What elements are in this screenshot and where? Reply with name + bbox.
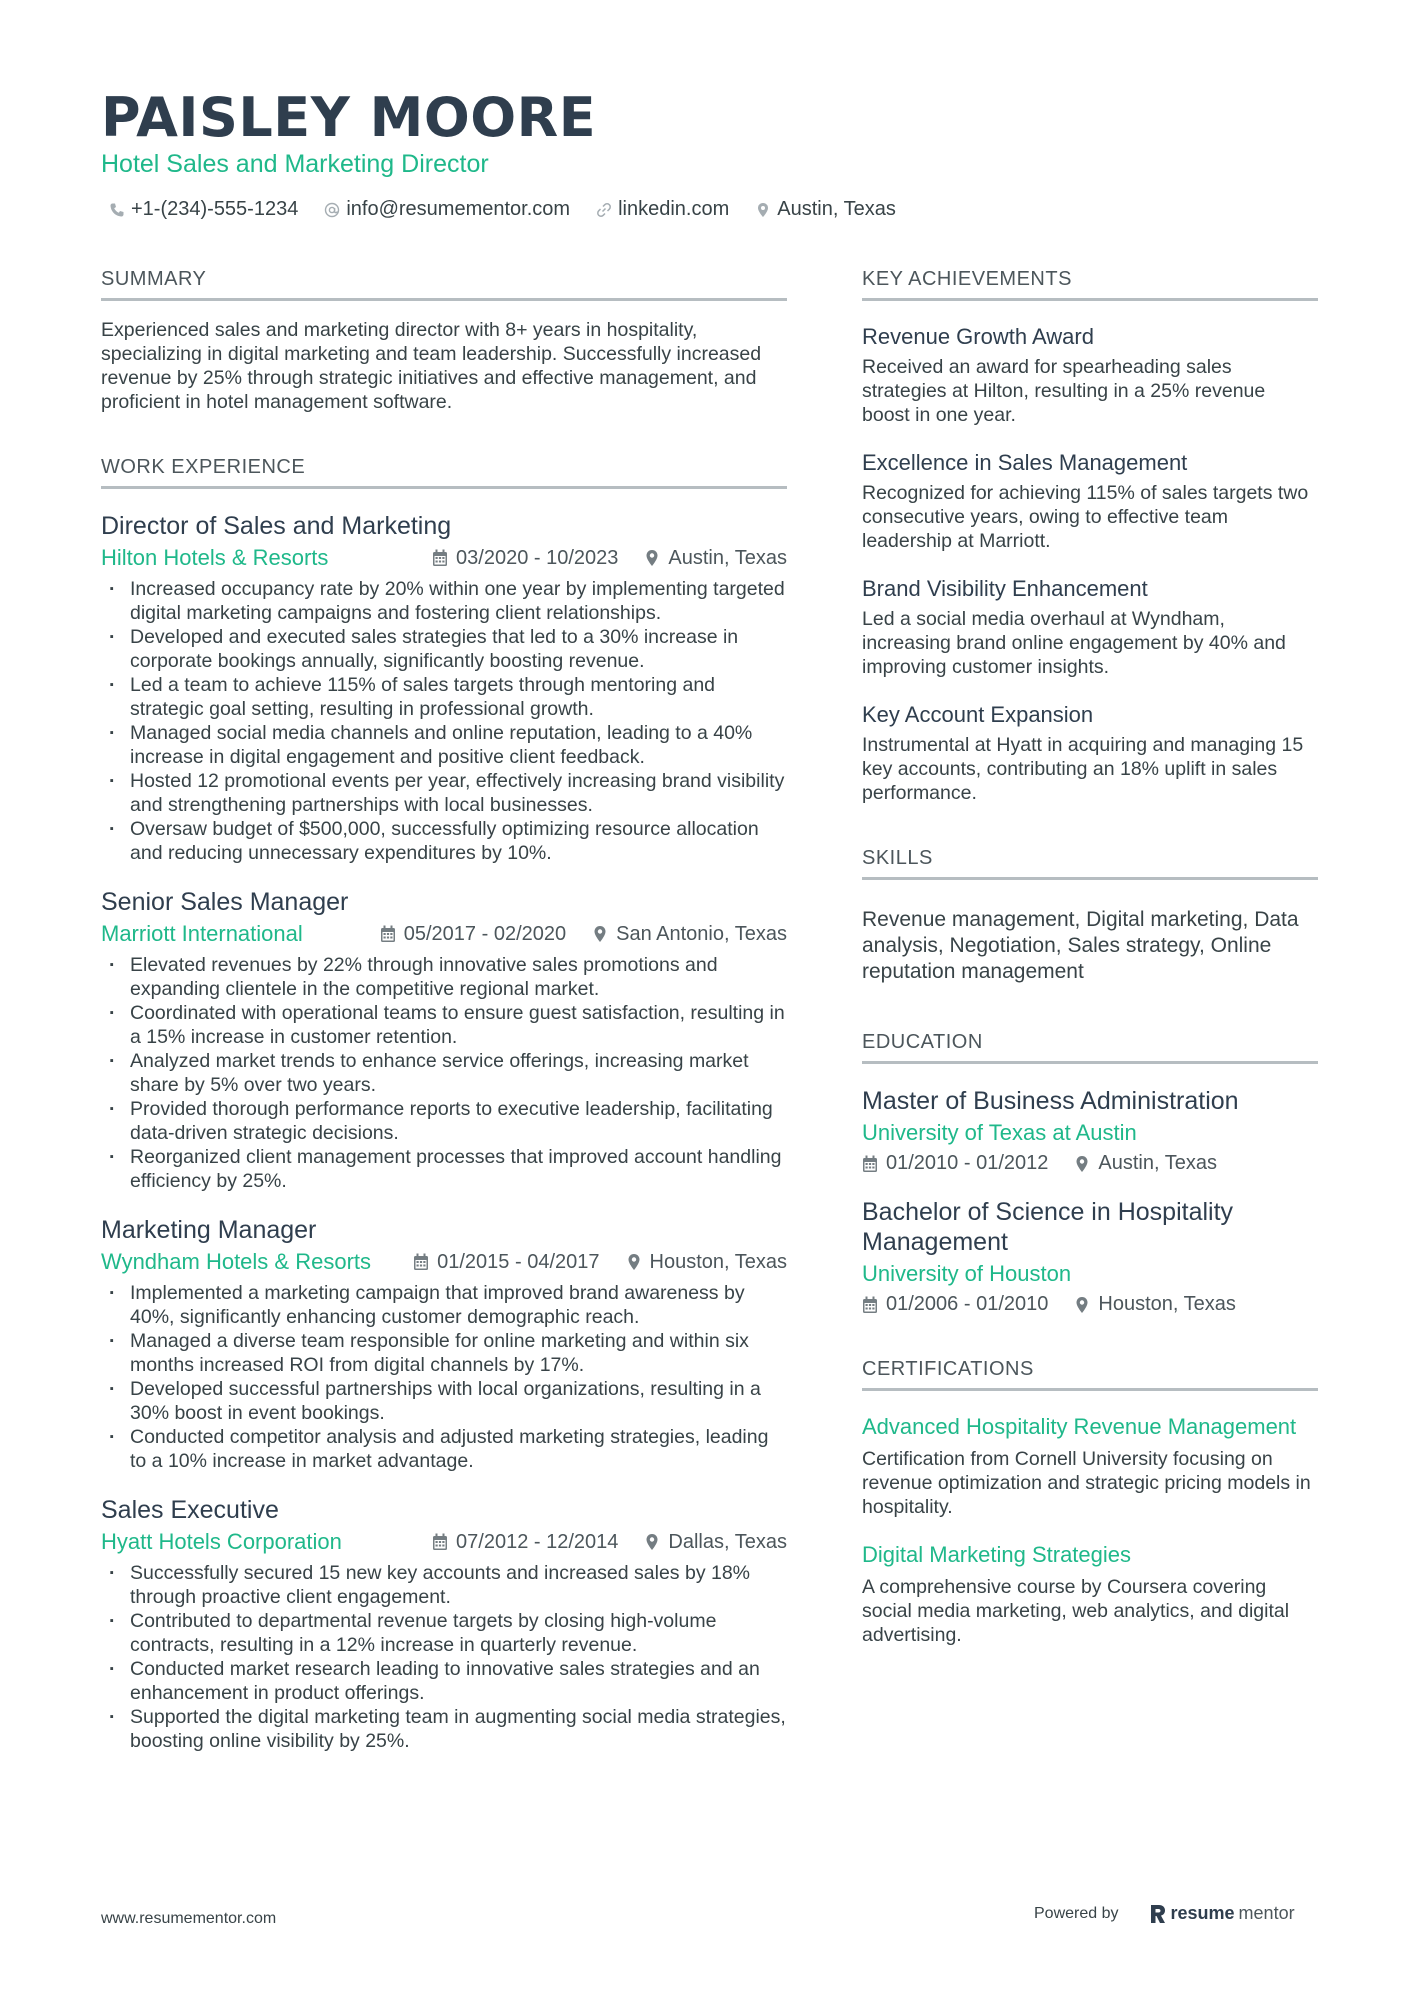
achievement-title: Revenue Growth Award	[862, 324, 1094, 349]
education-school: University of Houston	[862, 1261, 1072, 1286]
dates-text: 01/2010 - 01/2012	[886, 1152, 1049, 1174]
job-entry	[101, 1495, 787, 1753]
location-text: Dallas, Texas	[668, 1530, 787, 1553]
certification-desc: A comprehensive course by Coursera covering social media marketing, web analytics, and digital advertising.	[862, 1576, 1290, 1646]
contact-row	[109, 198, 896, 221]
job-title: Marketing Manager	[101, 1216, 317, 1244]
bullet-item: · Managed social media channels and online reputation, leading to a 40% increase in digital engagement and positive client feedback.	[101, 721, 787, 769]
job-entry	[101, 887, 787, 1193]
bullet-item: · Increased occupancy rate by 20% within one year by implementing targeted digital marketing campaigns and fostering client relationships.	[101, 577, 787, 625]
job-title: Director of Sales and Marketing	[101, 512, 452, 540]
bullet-item: · Conducted competitor analysis and adjusted marketing strategies, leading to a 10% increase in market advantage.	[101, 1425, 787, 1473]
education-item	[862, 1086, 1318, 1175]
job-title: Senior Sales Manager	[101, 888, 349, 916]
location-text: Houston, Texas	[1098, 1293, 1236, 1315]
job-location	[644, 547, 787, 570]
achievement-title: Excellence in Sales Management	[862, 450, 1188, 475]
location-pin-icon	[626, 1253, 642, 1271]
location-text: Austin, Texas	[777, 198, 896, 220]
education-dates	[862, 1152, 1048, 1175]
certification-item	[862, 1541, 1318, 1647]
achievement-desc: Received an award for spearheading sales strategies at Hilton, resulting in a 25% revenue boost in one year.	[862, 356, 1266, 426]
bullet-item: · Provided thorough performance reports to executive leadership, facilitating data-driven strategic decisions.	[101, 1097, 787, 1145]
dates-text: 01/2015 - 04/2017	[437, 1250, 600, 1273]
bullet-item: · Successfully secured 15 new key accounts and increased sales by 18% through proactive client engagement.	[101, 1561, 787, 1609]
contact-email[interactable]	[324, 198, 570, 221]
bullet-item: · Hosted 12 promotional events per year, effectively increasing brand visibility and strengthening partnerships with local businesses.	[101, 769, 787, 817]
education-location	[1074, 1152, 1217, 1175]
certification-desc: Certification from Cornell University focusing on revenue optimization and strategic pricing models in hospitality.	[862, 1448, 1311, 1518]
dates-text: 07/2012 - 12/2014	[456, 1530, 619, 1553]
bullet-item: · Developed and executed sales strategies that led to a 30% increase in corporate bookings annually, significantly boosting revenue.	[101, 625, 787, 673]
job-meta	[101, 921, 787, 947]
job-title: Sales Executive	[101, 1496, 279, 1524]
bullet-item: · Supported the digital marketing team in augmenting social media strategies, boosting online visibility by 25%.	[101, 1705, 787, 1753]
bullet-item: · Contributed to departmental revenue targets by closing high-volume contracts, resulting in a 12% increase in quarterly revenue.	[101, 1609, 787, 1657]
calendar-icon	[432, 1533, 448, 1551]
location-text: Houston, Texas	[649, 1250, 787, 1273]
job-meta-right	[432, 1531, 787, 1554]
work-heading: WORK EXPERIENCE	[101, 456, 787, 489]
calendar-icon	[862, 1296, 878, 1314]
job-entry	[101, 511, 787, 865]
job-dates	[432, 1531, 618, 1554]
link-icon	[596, 202, 612, 218]
achievement-item	[862, 449, 1318, 553]
candidate-role: Hotel Sales and Marketing Director	[101, 150, 489, 178]
education-heading: EDUCATION	[862, 1031, 1318, 1064]
contact-phone[interactable]	[109, 198, 298, 221]
certifications-heading: CERTIFICATIONS	[862, 1358, 1318, 1391]
dates-text: 01/2006 - 01/2010	[886, 1293, 1049, 1315]
bullet-item: · Implemented a marketing campaign that improved brand awareness by 40%, significantly enhancing customer demographic reach.	[101, 1281, 787, 1329]
job-meta-right	[432, 547, 787, 570]
brand-logo[interactable]	[1149, 1903, 1295, 1924]
education-school: University of Texas at Austin	[862, 1120, 1137, 1145]
job-meta	[101, 1529, 787, 1555]
linkedin-text: linkedin.com	[618, 198, 730, 220]
powered-by-text: Powered by	[1034, 1904, 1119, 1922]
skills-text: Revenue management, Digital marketing, Data analysis, Negotiation, Sales strategy, Online reputation management	[862, 908, 1299, 983]
brand-name-part2: mentor	[1238, 1903, 1295, 1923]
calendar-icon	[380, 925, 396, 943]
location-text: Austin, Texas	[668, 546, 787, 569]
job-location	[592, 923, 787, 946]
job-location	[644, 1531, 787, 1554]
dates-text: 03/2020 - 10/2023	[456, 546, 619, 569]
right-column	[862, 268, 1318, 1647]
education-item	[862, 1197, 1318, 1316]
achievement-desc: Recognized for achieving 115% of sales targets two consecutive years, owing to effective team leadership at Marriott.	[862, 482, 1309, 552]
brand-name-part1: resume	[1170, 1903, 1235, 1923]
calendar-icon	[862, 1155, 878, 1173]
job-dates	[413, 1251, 599, 1274]
bullet-item: · Led a team to achieve 115% of sales targets through mentoring and strategic goal setting, resulting in professional growth.	[101, 673, 787, 721]
candidate-name: PAISLEY MOORE	[101, 86, 597, 149]
footer-website[interactable]: www.resumementor.com	[101, 1910, 277, 1927]
education-degree: Master of Business Administration	[862, 1087, 1239, 1115]
brand-mark-icon	[1149, 1904, 1167, 1924]
location-pin-icon	[1074, 1155, 1090, 1173]
bullet-item: · Conducted market research leading to innovative sales strategies and an enhancement in product offerings.	[101, 1657, 787, 1705]
contact-linkedin[interactable]	[596, 198, 729, 221]
achievement-desc: Led a social media overhaul at Wyndham, increasing brand online engagement by 40% and improving customer insights.	[862, 608, 1286, 678]
achievements-heading: KEY ACHIEVEMENTS	[862, 268, 1318, 301]
job-location	[626, 1251, 788, 1274]
location-pin-icon	[644, 1533, 660, 1551]
footer-branding	[1034, 1903, 1295, 1924]
bullet-item: · Coordinated with operational teams to ensure guest satisfaction, resulting in a 15% increase in customer retention.	[101, 1001, 787, 1049]
certification-title: Advanced Hospitality Revenue Management	[862, 1414, 1297, 1439]
achievement-desc: Instrumental at Hyatt in acquiring and managing 15 key accounts, contributing an 18% uplift in sales performance.	[862, 734, 1304, 804]
location-text: San Antonio, Texas	[616, 922, 787, 945]
location-pin-icon	[755, 202, 771, 218]
education-meta	[862, 1152, 1318, 1175]
job-meta	[101, 545, 787, 571]
company-name: Marriott International	[101, 921, 303, 946]
phone-text: +1-(234)-555-1234	[131, 198, 299, 220]
job-entry	[101, 1215, 787, 1473]
achievement-title: Brand Visibility Enhancement	[862, 576, 1148, 601]
calendar-icon	[432, 549, 448, 567]
bullet-item: · Elevated revenues by 22% through innovative sales promotions and expanding clientele in the competitive regional market.	[101, 953, 787, 1001]
at-icon	[324, 202, 340, 218]
bullet-item: · Developed successful partnerships with local organizations, resulting in a 30% boost in event bookings.	[101, 1377, 787, 1425]
calendar-icon	[413, 1253, 429, 1271]
contact-location	[755, 198, 896, 221]
phone-icon	[109, 202, 125, 218]
job-dates	[432, 547, 618, 570]
certification-item	[862, 1413, 1318, 1519]
location-pin-icon	[1074, 1296, 1090, 1314]
location-pin-icon	[592, 925, 608, 943]
dates-text: 05/2017 - 02/2020	[403, 922, 567, 945]
bullet-item: · Analyzed market trends to enhance service offerings, increasing market share by 5% over two years.	[101, 1049, 787, 1097]
education-degree: Bachelor of Science in Hospitality Management	[862, 1198, 1234, 1256]
education-dates	[862, 1293, 1048, 1316]
achievement-item	[862, 575, 1318, 679]
achievement-item	[862, 323, 1318, 427]
bullet-item: · Reorganized client management processes that improved account handling efficiency by 25%.	[101, 1145, 787, 1193]
left-column	[101, 268, 787, 1753]
certification-title: Digital Marketing Strategies	[862, 1542, 1132, 1567]
achievement-title: Key Account Expansion	[862, 702, 1094, 727]
bullet-item: · Oversaw budget of $500,000, successfully optimizing resource allocation and reducing unnecessary expenditures by 10%.	[101, 817, 787, 865]
job-bullets	[101, 1561, 787, 1753]
summary-text: Experienced sales and marketing director with 8+ years in hospitality, specializing in digital marketing and team leadership. Successfully increased revenue by 25% through strategic initiatives and effective management, and proficient in hotel management software.	[101, 319, 762, 413]
skills-heading: SKILLS	[862, 847, 1318, 880]
job-bullets	[101, 953, 787, 1193]
job-dates	[380, 923, 566, 946]
job-meta-right	[413, 1251, 787, 1274]
achievement-item	[862, 701, 1318, 805]
job-meta-right	[380, 923, 787, 946]
summary-heading: SUMMARY	[101, 268, 787, 301]
job-bullets	[101, 577, 787, 865]
company-name: Hyatt Hotels Corporation	[101, 1529, 342, 1554]
education-location	[1074, 1293, 1236, 1316]
company-name: Wyndham Hotels & Resorts	[101, 1249, 372, 1274]
company-name: Hilton Hotels & Resorts	[101, 545, 329, 570]
job-bullets	[101, 1281, 787, 1473]
job-meta	[101, 1249, 787, 1275]
location-pin-icon	[644, 549, 660, 567]
location-text: Austin, Texas	[1098, 1152, 1217, 1174]
education-meta	[862, 1293, 1318, 1316]
bullet-item: · Managed a diverse team responsible for online marketing and within six months increased ROI from digital channels by 17%.	[101, 1329, 787, 1377]
email-text: info@resumementor.com	[346, 198, 571, 220]
